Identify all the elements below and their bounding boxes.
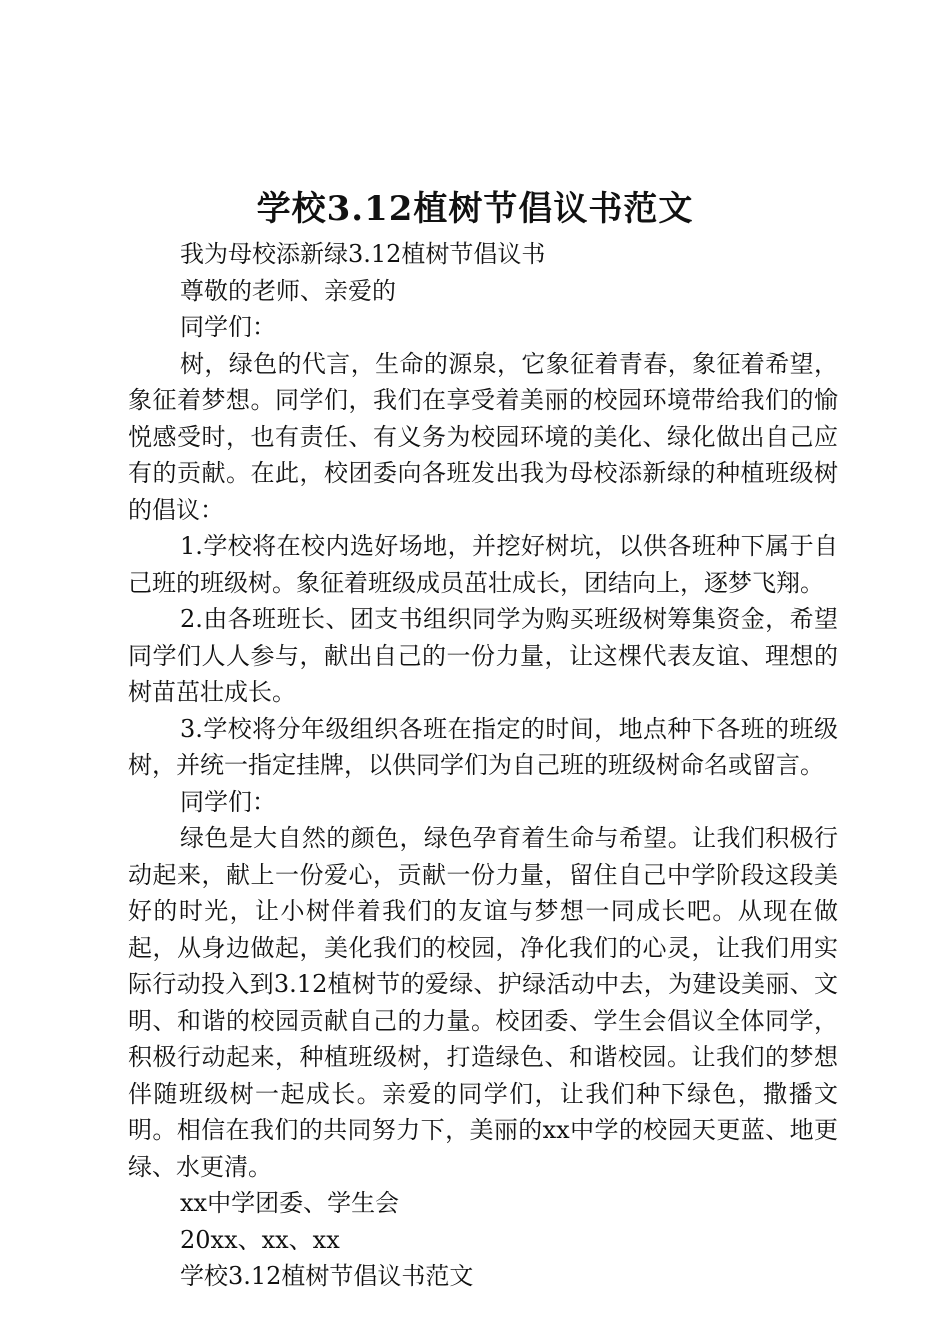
footer-title-line: 学校3.12植树节倡议书范文 xyxy=(180,1262,474,1290)
salutation-line: 同学们： xyxy=(180,313,276,341)
salutation-line: 同学们： xyxy=(180,787,276,816)
signature-line: xx中学团委、学生会 xyxy=(180,1189,400,1217)
list-item-3: 3.学校将分年级组织各班在指定的时间，地点种下各班的班级树，并统一指定挂牌，以供同学们为自己班的班级树命名或留言。 xyxy=(128,714,838,779)
list-item-2: 2.由各班班长、团支书组织同学为购买班级树筹集资金，希望同学们人人参与，献出自己的一份力量，让这棵代表友谊、理想的树苗茁壮成长。 xyxy=(128,605,838,706)
document-body xyxy=(128,236,838,1295)
list-item-1: 1.学校将在校内选好场地，并挖好树坑，以供各班种下属于自己班的班级树。象征着班级成员茁壮成长，团结向上，逐梦飞翔。 xyxy=(128,532,838,597)
subtitle-line: 我为母校添新绿3.12植树节倡议书 xyxy=(180,240,546,268)
document-title: 学校3.12植树节倡议书范文 xyxy=(256,189,694,229)
body-paragraph: 树，绿色的代言，生命的源泉，它象征着青春，象征着希望，象征着梦想。同学们，我们在享受着美丽的校园环境带给我们的愉悦感受时，也有责任、有义务为校园环境的美化、绿化做出自己应有的贡献。在此，校团委向各班发出我为母校添新绿的种植班级树的倡议： xyxy=(128,349,838,524)
body-paragraph: 绿色是大自然的颜色，绿色孕育着生命与希望。让我们积极行动起来，献上一份爱心，贡献一份力量，留住自己中学阶段这段美好的时光，让小树伴着我们的友谊与梦想一同成长吧。从现在做起，从身边做起，美化我们的校园，净化我们的心灵，让我们用实际行动投入到3.12植树节的爱绿、护绿活动中去，为建设美丽、文明、和谐的校园贡献自己的力量。校团委、学生会倡议全体同学，积极行动起来，种植班级树，打造绿色、和谐校园。让我们的梦想伴随班级树一起成长。亲爱的同学们，让我们种下绿色，撒播文明。相信在我们的共同努力下，美丽的xx中学的校园天更蓝、地更绿、水更清。 xyxy=(128,824,838,1181)
date-line: 20xx、xx、xx xyxy=(180,1225,340,1254)
salutation-line: 尊敬的老师、亲爱的 xyxy=(180,276,396,305)
